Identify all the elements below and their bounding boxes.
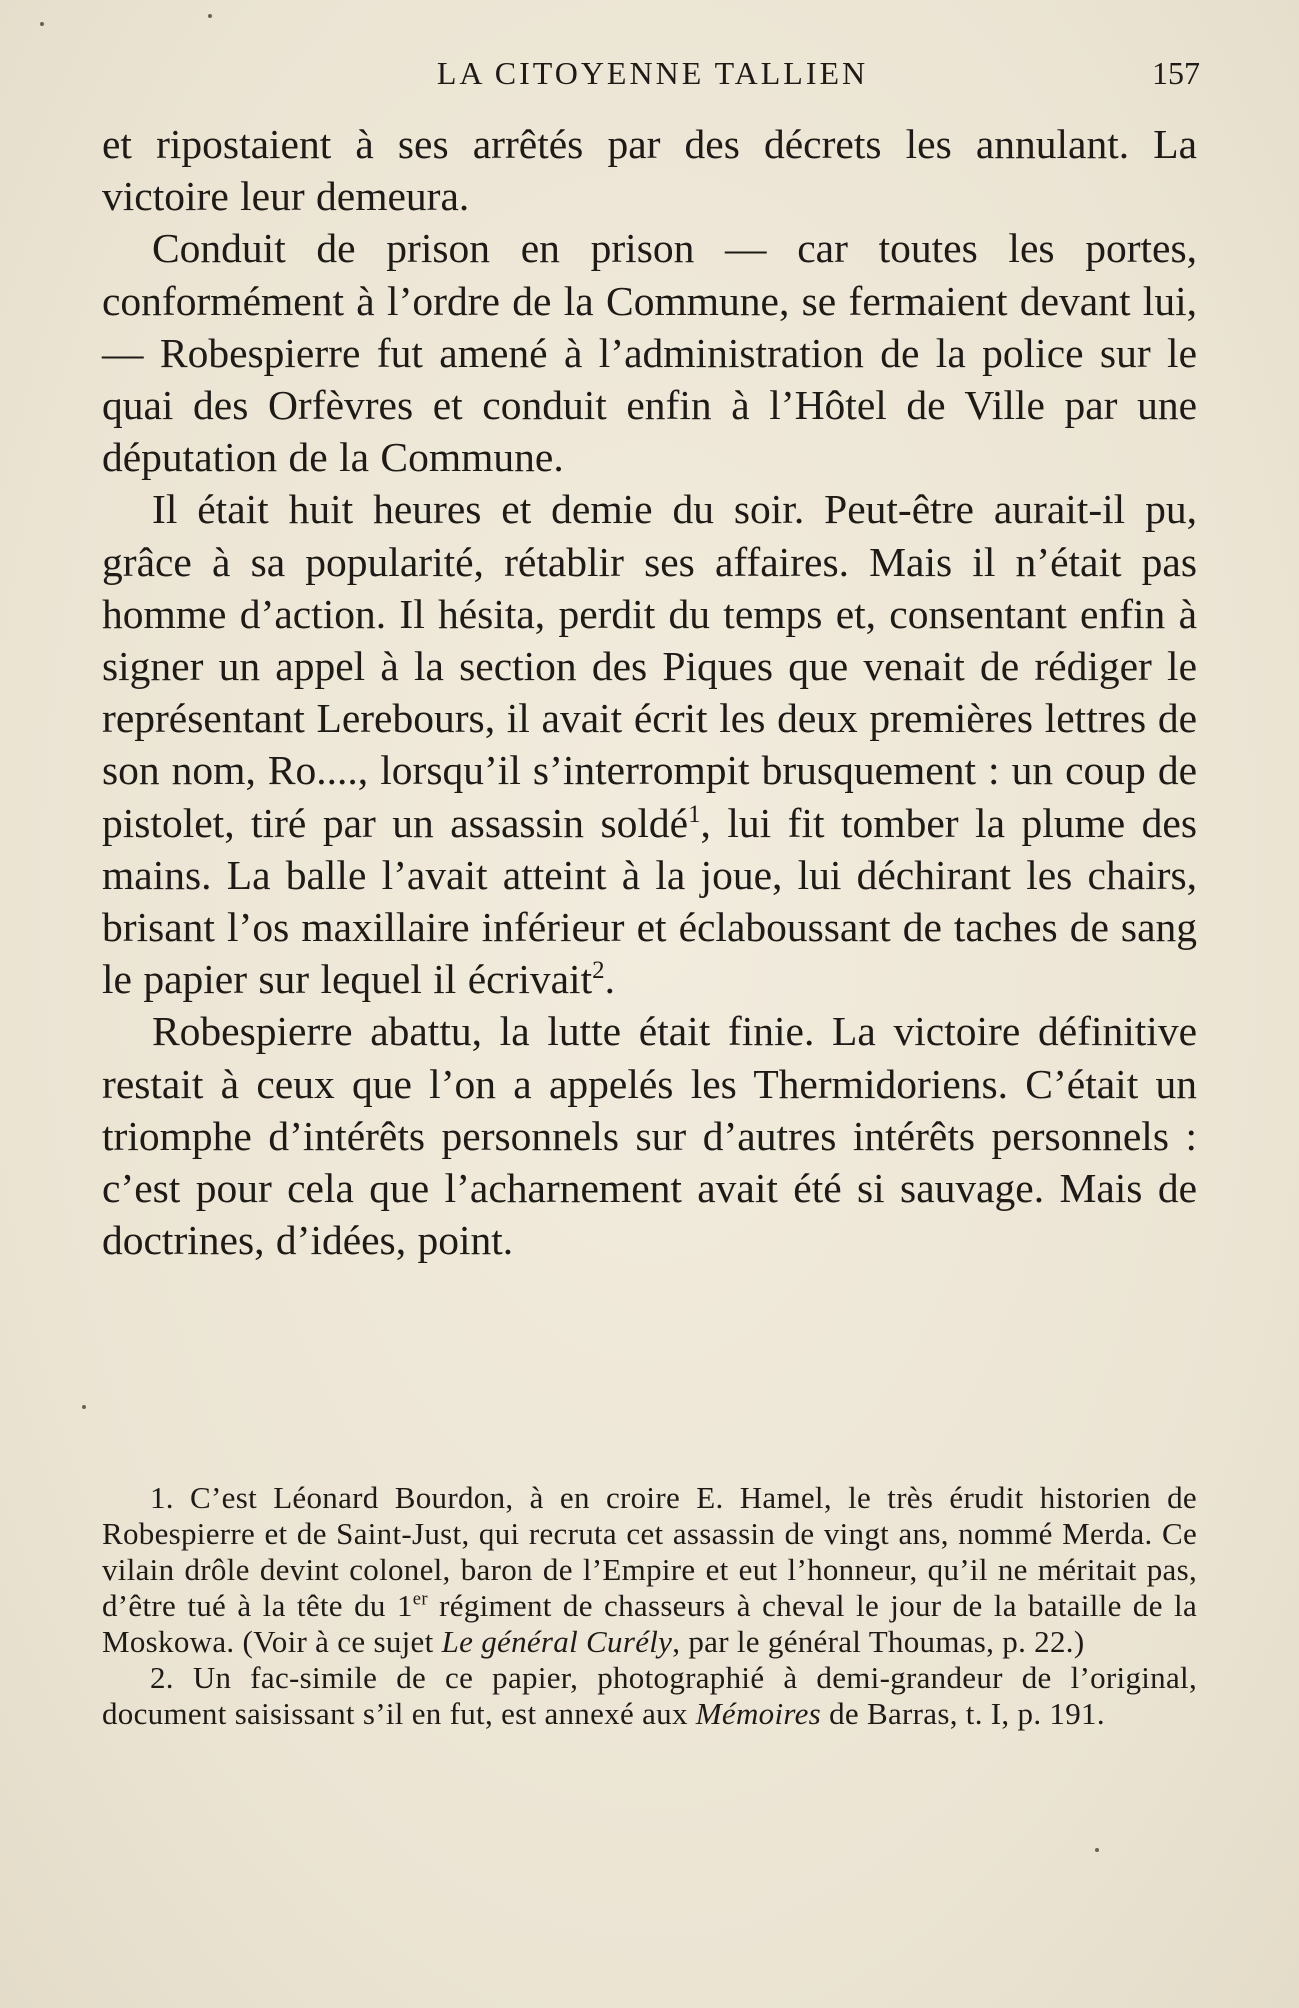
footnotes — [102, 1480, 1197, 1732]
footnote-2-text-b: de Barras, t. I, p. 191. — [821, 1696, 1105, 1731]
page-number: 157 — [1152, 55, 1200, 91]
print-speck — [40, 22, 44, 26]
footnote-1-book-title: Le général Curély — [441, 1624, 673, 1659]
footnote-2-text-a: 2. Un fac-simile de ce papier, photographié à demi-grandeur de l’original, document saisissant s’il en fut, est annexé aux — [102, 1660, 1197, 1731]
footnote-1 — [102, 1480, 1197, 1660]
footnote-1-text-a: 1. C’est Léonard Bourdon, à en croire E. Hamel, le très érudit historien de Robespierre et de Saint-Just, qui recruta cet assassin de vingt ans, nommé Merda. Ce vilain drôle devint colonel, baron de l’Empire et eut l’honneur, qu’il ne méritait pas, d’être tué à la tête du 1 — [102, 1480, 1197, 1623]
footnote-ref-1: 1 — [688, 800, 701, 828]
footnote-ref-2: 2 — [592, 957, 605, 985]
main-text — [102, 118, 1197, 1266]
running-title: LA CITOYENNE TALLIEN — [436, 55, 869, 91]
paragraph-2 — [102, 222, 1197, 483]
paragraph-2-text: Conduit de prison en prison — car toutes les portes, conformément à l’ordre de la Commune, se fermaient devant lui, — Robespierre fut amené à l’administration de la police sur le quai des Orfèvres et conduit enfin à l’Hôtel de Ville par une députation de la Commune. — [102, 225, 1197, 481]
paragraph-3-text-c: . — [604, 956, 615, 1003]
print-speck — [1095, 1848, 1099, 1852]
footnote-1-text-b: régiment de chasseurs à cheval le jour de la bataille de la Moskowa. (Voir à ce sujet — [102, 1588, 1197, 1659]
paragraph-3-text-b: , lui fit tomber la plume des mains. La balle l’avait atteint à la joue, lui déchirant les chairs, brisant l’os maxillaire inférieur et éclaboussant de taches de sang le papier sur lequel il écrivait — [102, 799, 1197, 1003]
footnote-2 — [102, 1660, 1197, 1732]
paragraph-1-text: et ripostaient à ses arrêtés par des décrets les annulant. La victoire leur demeura. — [102, 121, 1197, 220]
page-header — [105, 48, 1200, 98]
footnote-1-superscript: er — [412, 1588, 428, 1610]
footnote-1-text-c: , par le général Thoumas, p. 22.) — [672, 1624, 1085, 1659]
paragraph-4 — [102, 1005, 1197, 1266]
paragraph-3 — [102, 483, 1197, 1005]
print-speck — [82, 1405, 86, 1409]
paragraph-4-text: Robespierre abattu, la lutte était finie. La victoire définitive restait à ceux que l’on a appelés les Thermidoriens. C’était un triomphe d’intérêts personnels sur d’autres intérêts personnels : c’est pour cela que l’acharnement avait été si sauvage. Mais de doctrines, d’idées, point. — [102, 1008, 1197, 1264]
paragraph-3-text-a: Il était huit heures et demie du soir. Peut-être aurait-il pu, grâce à sa popularité, rétablir ses affaires. Mais il n’était pas homme d’action. Il hésita, perdit du temps et, consentant enfin à signer un appel à la section des Piques que venait de rédiger le représentant Lerebours, il avait écrit les deux premières lettres de son nom, Ro...., lorsqu’il s’interrompit brusquement : un coup de pistolet, tiré par un assassin soldé — [102, 486, 1197, 846]
footnote-2-book-title: Mémoires — [695, 1696, 822, 1731]
paragraph-1 — [102, 118, 1197, 222]
print-speck — [208, 14, 212, 18]
